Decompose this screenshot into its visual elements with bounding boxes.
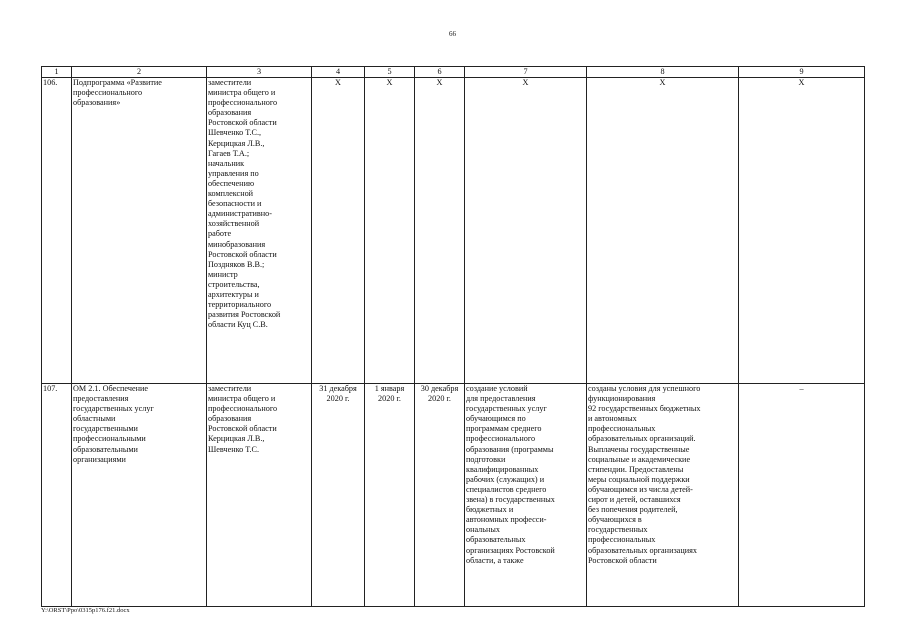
actual-end-date: 30 декабря 2020 г.: [415, 384, 465, 607]
actual-results: созданы условия для успешного функционирования 92 государственных бюджетных и автономных профессиональных образовательных организаций. Выплачены государственные социальные и академические стипендии. Предоставлены меры социальной поддержки обучающимся из числа детей- сирот и детей, оставшихся без попечения родителей, обучающихся в государственных профессиональных образовательных организациях Ростовской области: [587, 384, 739, 607]
non-fulfillment-reasons: –: [739, 384, 865, 607]
cell-col-5: Х: [365, 78, 415, 384]
row-number: 106.: [42, 78, 72, 384]
planned-results: создание условий для предоставления государственных услуг обучающимся по программам среднего профессионального образования (программы подготовки квалифицированных рабочих (служащих) и специалистов среднего звена) в государственных бюджетных и автономных професси- ональных образовательных организациях Ростовской области, а также: [465, 384, 587, 607]
planned-end-date: 31 декабря 2020 г.: [312, 384, 365, 607]
cell-col-7: Х: [465, 78, 587, 384]
table-row: [42, 384, 865, 607]
footer-file-path: Y:\ORST\Ppo\0315p176.f21.docx: [41, 607, 130, 614]
column-number-5: 5: [365, 67, 415, 78]
measure-name: ОМ 2.1. Обеспечение предоставления государственных услуг областными государственными профессиональными образовательными организациями: [72, 384, 207, 607]
page-number: 66: [449, 30, 456, 38]
cell-col-6: Х: [415, 78, 465, 384]
events-table: [41, 66, 865, 607]
row-number: 107.: [42, 384, 72, 607]
actual-start-date: 1 января 2020 г.: [365, 384, 415, 607]
column-number-2: 2: [72, 67, 207, 78]
table-header-row: [42, 67, 865, 78]
column-number-7: 7: [465, 67, 587, 78]
table-row: [42, 78, 865, 384]
executor: заместители министра общего и профессионального образования Ростовской области Шевченко Т.С., Керцицкая Л.В., Гагаев Т.А.; начальник управления по обеспечению комплексной безопасности и административно- хозяйственной работе минобразования Ростовской области Поздняков В.В.; министр строительства, архитектуры и территориального развития Ростовской области Куц С.В.: [207, 78, 312, 384]
column-number-6: 6: [415, 67, 465, 78]
cell-col-8: Х: [587, 78, 739, 384]
column-number-9: 9: [739, 67, 865, 78]
column-number-1: 1: [42, 67, 72, 78]
column-number-4: 4: [312, 67, 365, 78]
column-number-3: 3: [207, 67, 312, 78]
measure-name: Подпрограмма «Развитие профессионального образования»: [72, 78, 207, 384]
column-number-8: 8: [587, 67, 739, 78]
cell-col-4: Х: [312, 78, 365, 384]
executor: заместители министра общего и профессионального образования Ростовской области Керцицкая Л.В., Шевченко Т.С.: [207, 384, 312, 607]
cell-col-9: Х: [739, 78, 865, 384]
